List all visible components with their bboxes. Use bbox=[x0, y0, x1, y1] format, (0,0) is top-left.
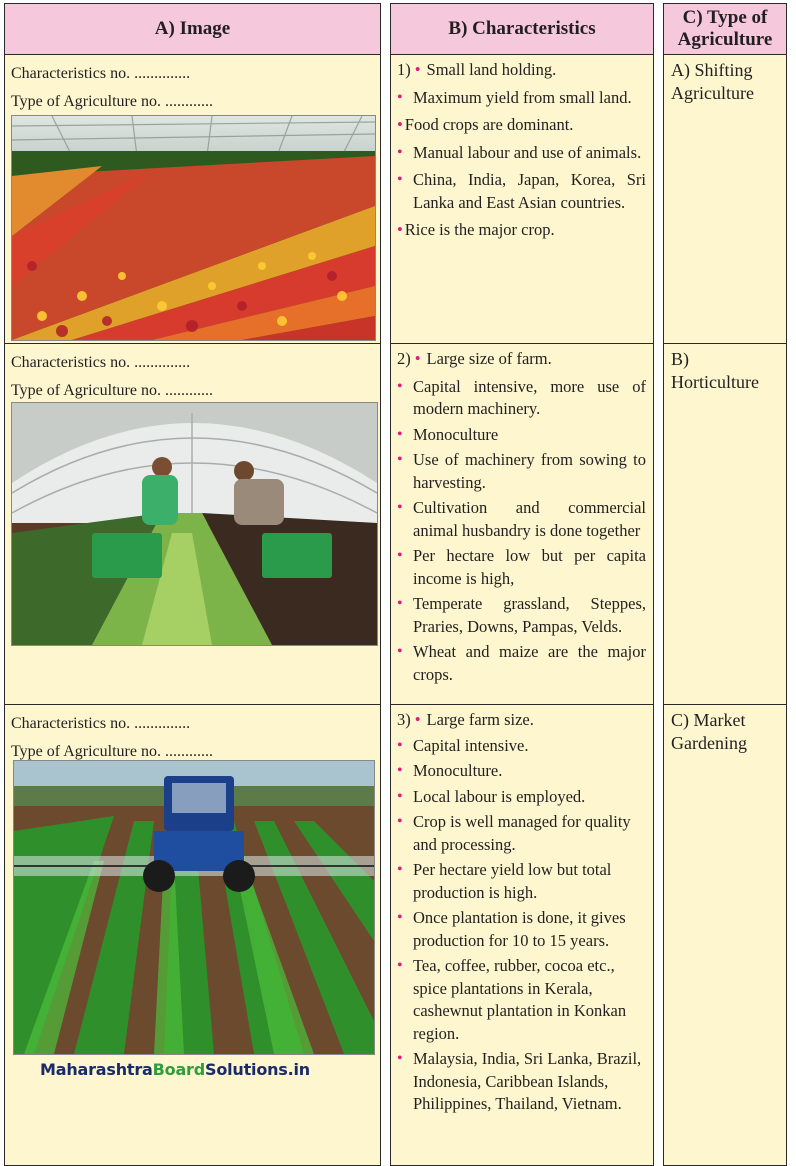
characteristics-list-2 bbox=[397, 348, 646, 686]
type-cell-2 bbox=[663, 343, 787, 705]
characteristics-no-label: Characteristics no. .............. bbox=[11, 65, 191, 82]
list-item: • Crop is well managed for quality and processing. bbox=[397, 812, 631, 854]
characteristics-cell-3 bbox=[390, 704, 654, 1166]
tractor-spraying-photo bbox=[13, 760, 375, 1055]
list-item: • Per hectare yield low but total production is high. bbox=[397, 860, 612, 902]
list-item: • Capital intensive. bbox=[397, 735, 529, 755]
list-item: • Use of machinery from sowing to harvesting. bbox=[397, 450, 646, 492]
characteristics-list-1 bbox=[397, 59, 646, 242]
header-type: C) Type of Agriculture bbox=[663, 3, 787, 55]
list-item: • Cultivation and commercial animal husbandry is done together bbox=[397, 498, 646, 540]
list-item: • Per hectare low but per capita income is high, bbox=[397, 546, 646, 588]
list-item: 3) • Large farm size. bbox=[397, 710, 534, 729]
type-label: C) Market Gardening bbox=[671, 710, 747, 753]
watermark: MaharashtraBoardSolutions.in bbox=[40, 1060, 310, 1079]
list-item: • Food crops are dominant. bbox=[397, 115, 574, 134]
list-item: • Rice is the major crop. bbox=[397, 220, 555, 239]
image-cell-2 bbox=[4, 343, 381, 705]
type-no-label: Type of Agriculture no. ............ bbox=[11, 382, 213, 399]
flower-greenhouse-photo bbox=[11, 115, 376, 341]
header-characteristics: B) Characteristics bbox=[390, 3, 654, 55]
characteristics-cell-1 bbox=[390, 54, 654, 344]
column-type bbox=[663, 0, 787, 1162]
image-cell-1 bbox=[4, 54, 381, 344]
characteristics-no-label: Characteristics no. .............. bbox=[11, 715, 191, 732]
list-item: • Wheat and maize are the major crops. bbox=[397, 642, 646, 684]
characteristics-list-3 bbox=[397, 709, 646, 1116]
header-image: A) Image bbox=[4, 3, 381, 55]
characteristics-cell-2 bbox=[390, 343, 654, 705]
image-cell-3 bbox=[4, 704, 381, 1166]
farmers-polyhouse-photo bbox=[11, 402, 378, 646]
type-no-label: Type of Agriculture no. ............ bbox=[11, 743, 213, 760]
list-item: • Capital intensive, more use of modern machinery. bbox=[397, 376, 646, 418]
type-no-label: Type of Agriculture no. ............ bbox=[11, 93, 213, 110]
list-item: • China, India, Japan, Korea, Sri Lanka and East Asian countries. bbox=[397, 170, 646, 212]
characteristics-no-label: Characteristics no. .............. bbox=[11, 354, 191, 371]
list-item: • Temperate grassland, Steppes, Praries, Downs, Pampas, Velds. bbox=[397, 594, 646, 636]
type-cell-3 bbox=[663, 704, 787, 1166]
type-label: A) Shifting Agriculture bbox=[671, 60, 754, 103]
type-label: B) Horticulture bbox=[671, 349, 759, 392]
type-cell-1 bbox=[663, 54, 787, 344]
list-item: • Monoculture. bbox=[397, 761, 503, 780]
list-item: 2) • Large size of farm. bbox=[397, 349, 552, 368]
list-item: • Maximum yield from small land. bbox=[397, 87, 632, 107]
column-characteristics bbox=[390, 0, 654, 1162]
list-item: • Tea, coffee, rubber, cocoa etc., spice plantations in Kerala, cashewnut plantation in Konkan region. bbox=[397, 956, 627, 1043]
list-item: • Once plantation is done, it gives production for 10 to 15 years. bbox=[397, 908, 626, 950]
list-item: • Malaysia, India, Sri Lanka, Brazil, Indonesia, Caribbean Islands, Philippines, Thailand, Vietnam. bbox=[397, 1049, 642, 1113]
column-image bbox=[4, 0, 381, 1162]
list-item: 1) • Small land holding. bbox=[397, 60, 557, 79]
list-item: • Manual labour and use of animals. bbox=[397, 142, 642, 162]
list-item: • Local labour is employed. bbox=[397, 786, 586, 806]
list-item: • Monoculture bbox=[397, 424, 499, 444]
